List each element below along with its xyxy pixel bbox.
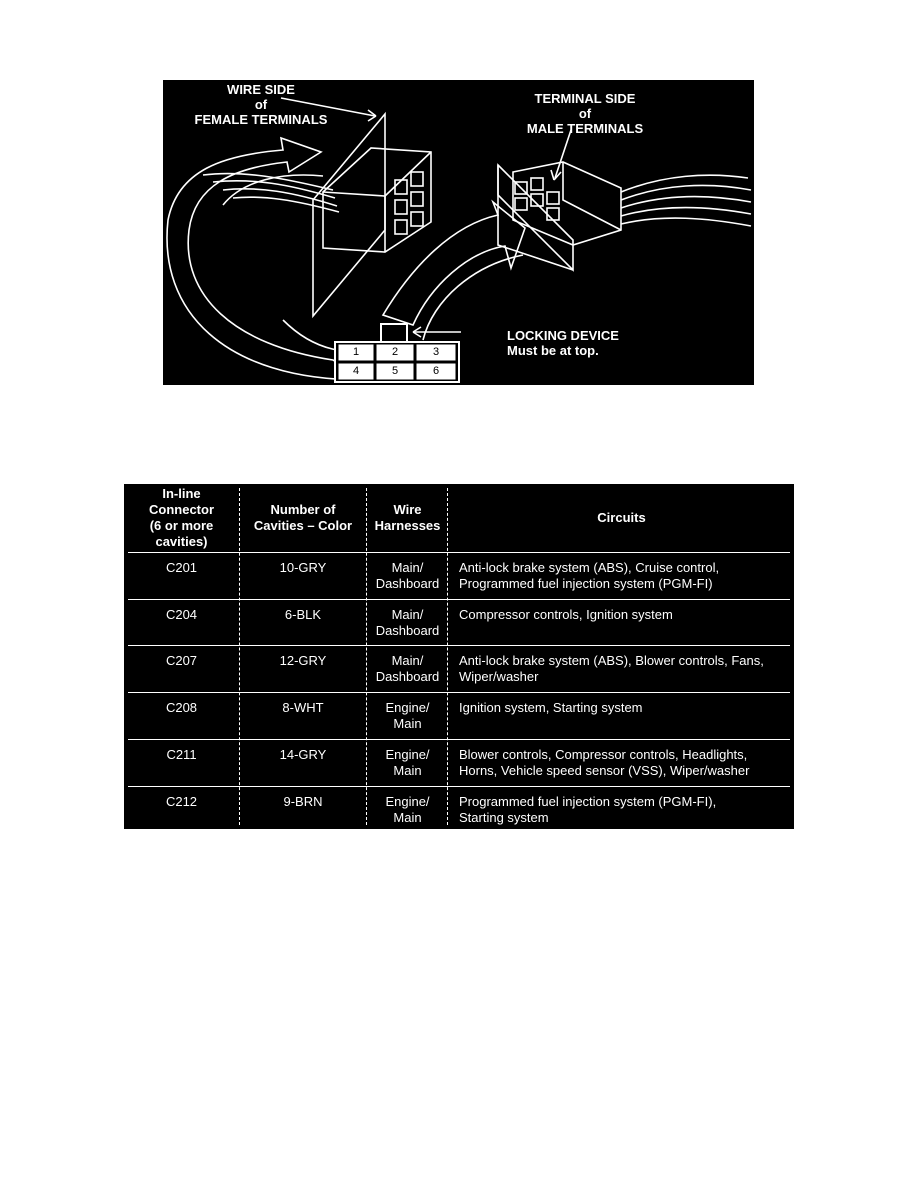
- row-divider: [128, 645, 790, 646]
- female-connector: [323, 148, 431, 252]
- header-circuits: Circuits: [597, 510, 646, 525]
- cavity-number-3: 3: [432, 346, 440, 358]
- terminal-side-label: TERMINAL SIDE of MALE TERMINALS: [526, 91, 644, 136]
- male-connector: [513, 162, 621, 245]
- row-divider: [128, 552, 790, 553]
- table-row: [124, 741, 794, 788]
- circuits-cell: Compressor controls, Ignition system: [459, 607, 673, 622]
- table-row: [124, 601, 794, 648]
- table-row: [124, 694, 794, 741]
- harness-cell: Engine/ Main: [385, 700, 430, 731]
- table-row: [124, 647, 794, 694]
- harness-cell: Engine/ Main: [385, 794, 430, 825]
- connector-cell: C201: [165, 560, 198, 575]
- table-row: [124, 554, 794, 601]
- cavities-cell: 8-WHT: [282, 700, 324, 715]
- connector-diagram: [163, 80, 754, 385]
- male-plate: [498, 165, 573, 270]
- circuits-cell: Ignition system, Starting system: [459, 700, 643, 715]
- cavity-number-4: 4: [352, 365, 360, 377]
- circuits-cell: Blower controls, Compressor controls, Headlights, Horns, Vehicle speed sensor (VSS), Wiper/washer: [459, 747, 750, 778]
- cavities-cell: 10-GRY: [279, 560, 327, 575]
- cavity-number-2: 2: [391, 346, 399, 358]
- row-divider: [128, 692, 790, 693]
- table-row: [124, 788, 794, 835]
- circuits-cell: Anti-lock brake system (ABS), Blower controls, Fans, Wiper/washer: [459, 653, 764, 684]
- connector-cell: C204: [165, 607, 198, 622]
- cavity-number-6: 6: [432, 365, 440, 377]
- harness-cell: Main/ Dashboard: [375, 607, 440, 638]
- cavity-number-5: 5: [391, 365, 399, 377]
- connector-table: [124, 484, 794, 829]
- connector-cell: C211: [166, 747, 197, 762]
- header-harnesses: Wire Harnesses: [374, 502, 441, 533]
- row-divider: [128, 739, 790, 740]
- cavities-cell: 6-BLK: [284, 607, 322, 622]
- connector-cell: C212: [165, 794, 198, 809]
- cavity-number-1: 1: [352, 346, 360, 358]
- circuits-cell: Programmed fuel injection system (PGM-FI), Starting system: [459, 794, 717, 825]
- locking-device-label: LOCKING DEVICE Must be at top.: [507, 328, 619, 358]
- row-divider: [128, 786, 790, 787]
- cavities-cell: 9-BRN: [283, 794, 323, 809]
- connector-cell: C208: [165, 700, 198, 715]
- harness-cell: Engine/ Main: [385, 747, 430, 778]
- row-divider: [128, 599, 790, 600]
- harness-cell: Main/ Dashboard: [375, 653, 440, 684]
- cavities-cell: 14-GRY: [279, 747, 327, 762]
- circuits-cell: Anti-lock brake system (ABS), Cruise control, Programmed fuel injection system (PGM-FI): [459, 560, 720, 591]
- header-cavities: Number of Cavities – Color: [253, 502, 353, 533]
- wire-side-label: WIRE SIDE of FEMALE TERMINALS: [194, 82, 328, 127]
- connector-cell: C207: [165, 653, 198, 668]
- header-connector: In-line Connector (6 or more cavities): [149, 486, 214, 549]
- harness-cell: Main/ Dashboard: [375, 560, 440, 591]
- cavities-cell: 12-GRY: [279, 653, 327, 668]
